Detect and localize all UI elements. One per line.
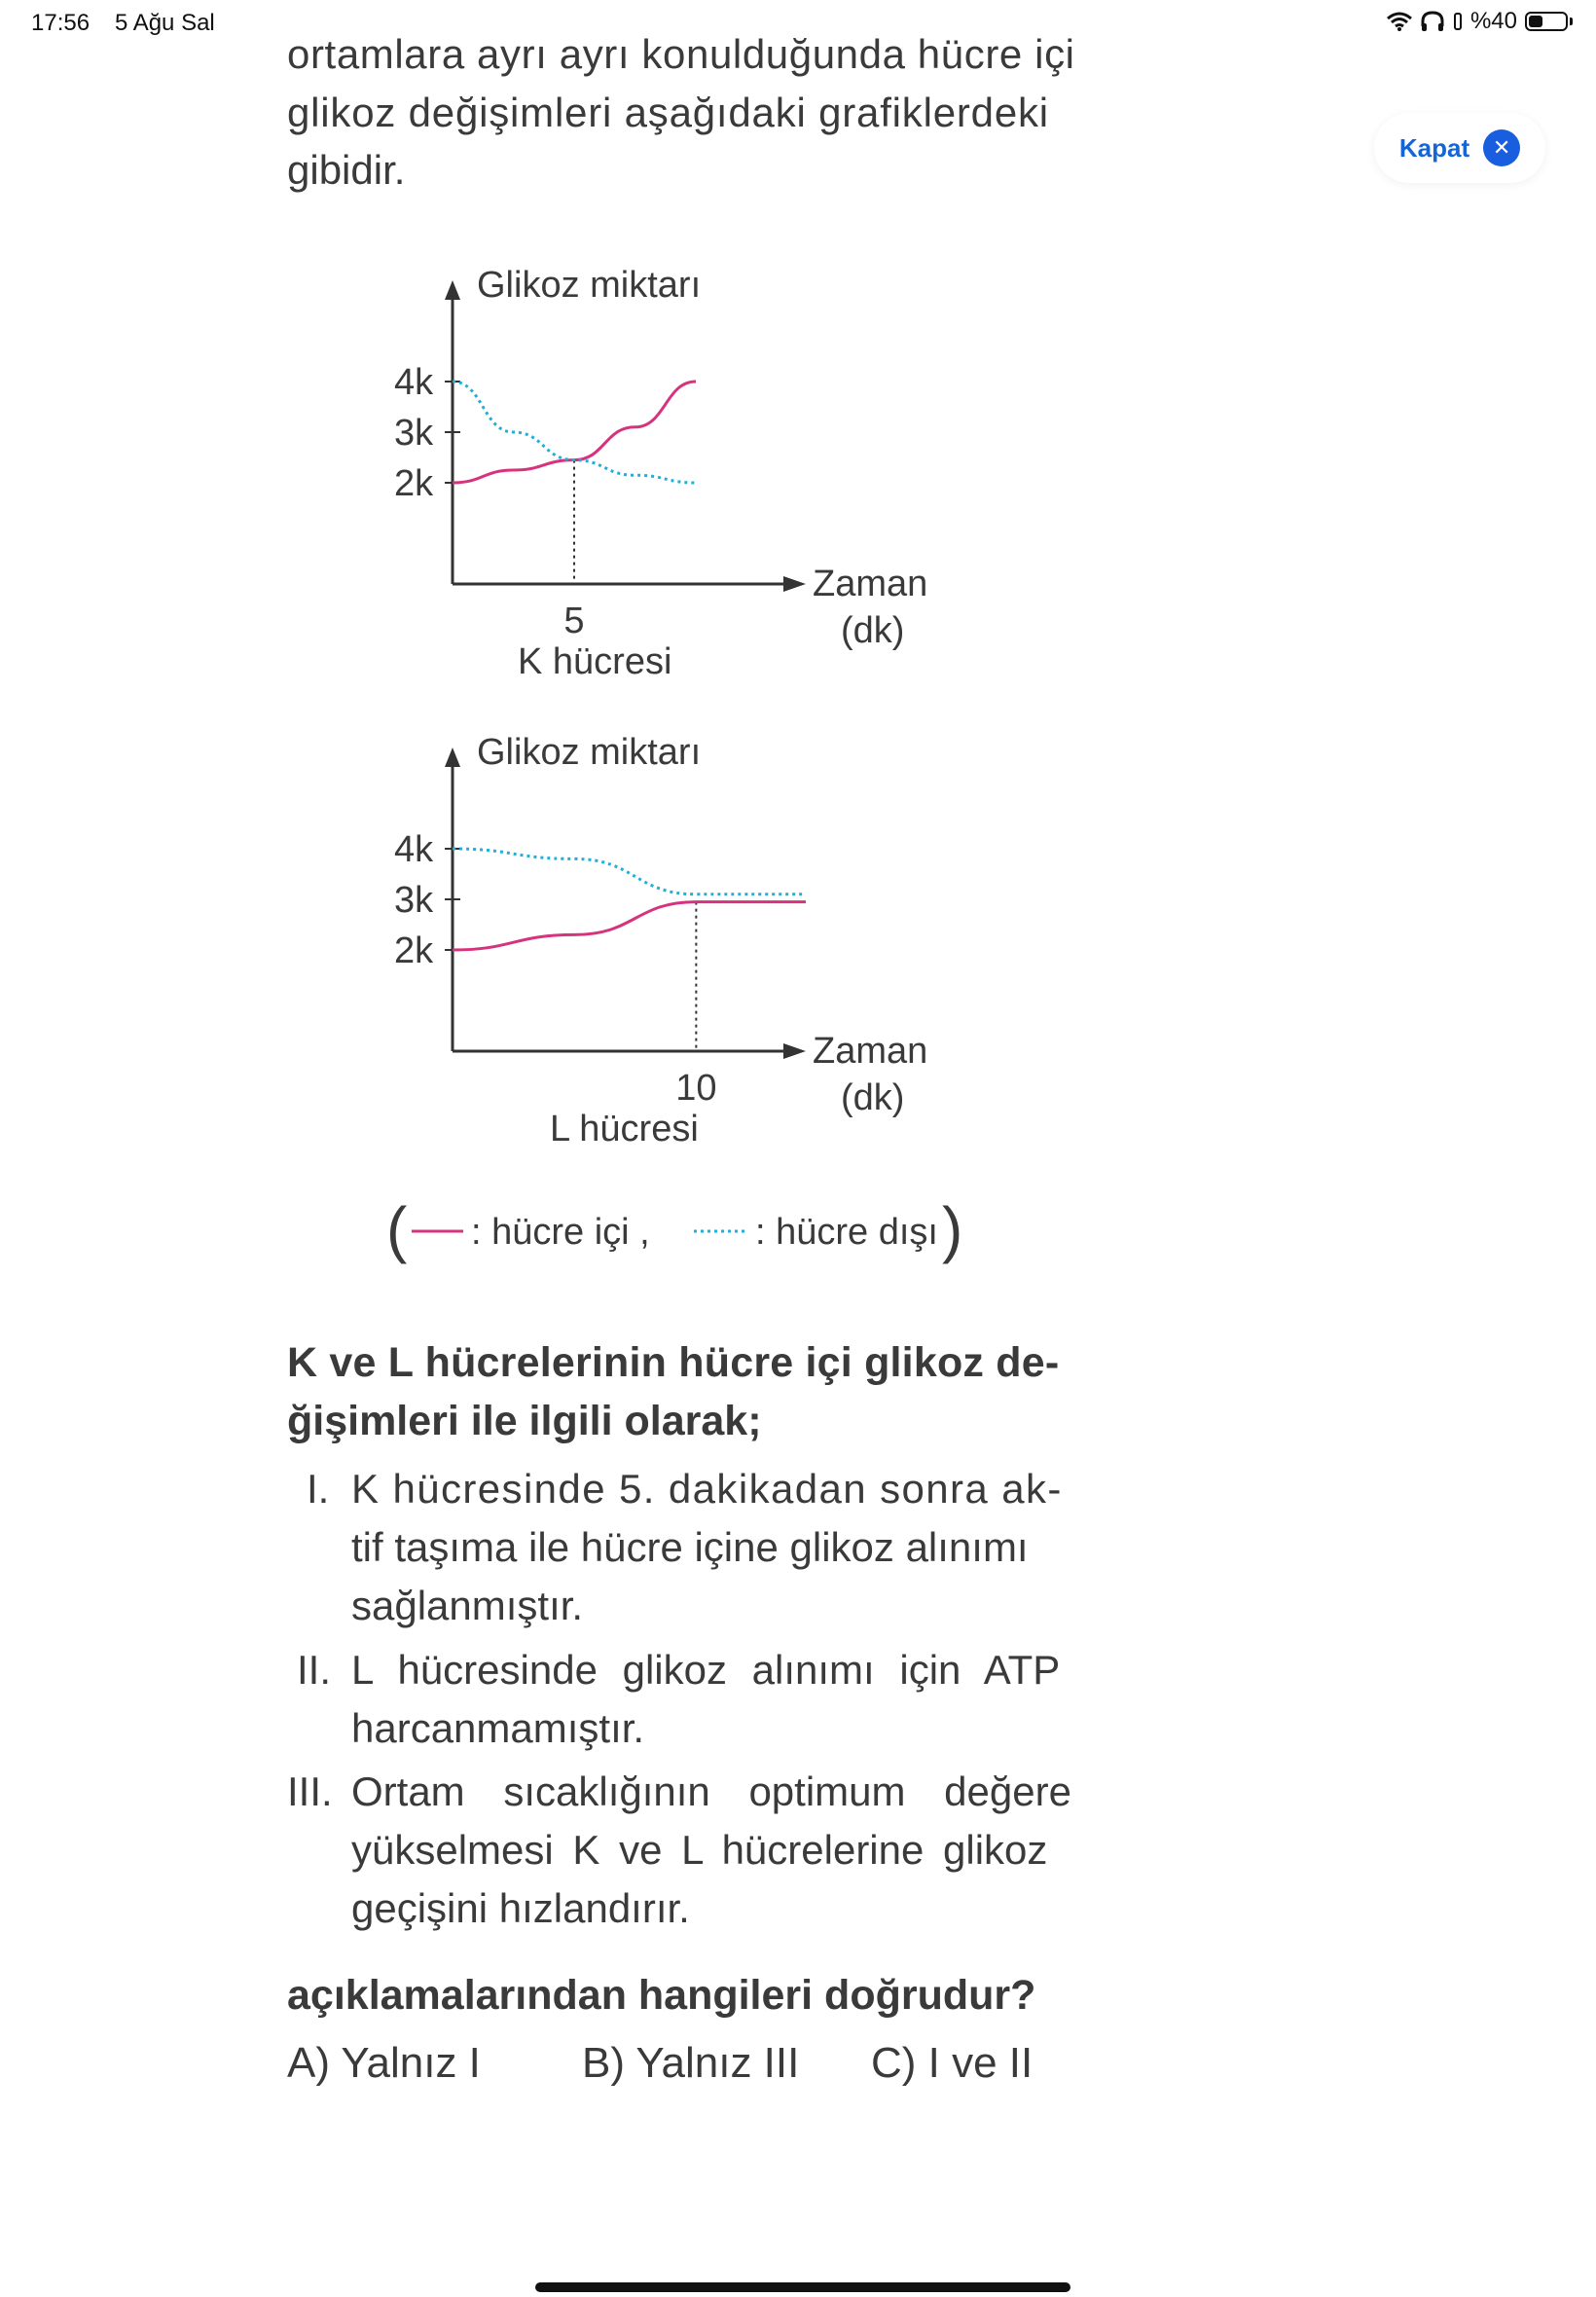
x-axis-label-unit: (dk): [841, 610, 905, 651]
statement-line: tif taşıma ile hücre içine glikoz alınımı: [351, 1524, 1029, 1570]
statement-line: harcanmamıştır.: [351, 1705, 645, 1751]
legend-open-paren: (: [386, 1194, 408, 1264]
lock-rotation-icon: [1453, 12, 1463, 31]
statement-numeral: II.: [297, 1647, 332, 1693]
legend-outside-label: : hücre dışı: [755, 1212, 938, 1253]
battery-icon: [1525, 12, 1568, 31]
question-line: K ve L hücrelerinin hücre içi glikoz de-: [287, 1339, 1060, 1386]
statement-numeral: I.: [307, 1466, 330, 1512]
statement-numeral: III.: [287, 1768, 333, 1814]
battery-fill: [1529, 16, 1542, 27]
statement-line: Ortam sıcaklığının optimum değere: [351, 1768, 1071, 1814]
close-icon[interactable]: ✕: [1483, 129, 1520, 166]
y-axis-arrow: [445, 280, 460, 300]
intro-line: glikoz değişimleri aşağıdaki grafiklerdeki: [287, 90, 1049, 135]
close-button-label: Kapat: [1398, 132, 1470, 163]
intro-line: ortamlara ayrı ayrı konulduğunda hücre içi: [287, 31, 1075, 77]
answer-option-a[interactable]: A) Yalnız I: [287, 2039, 481, 2087]
statement-line: sağlanmıştır.: [351, 1583, 584, 1628]
y-tick-label: 4k: [394, 829, 434, 870]
series-line-hucre-disi: [453, 849, 806, 894]
y-tick-label: 3k: [394, 880, 434, 921]
question-line: ğişimleri ile ilgili olarak;: [287, 1398, 762, 1444]
answer-option-c[interactable]: C) I ve II: [871, 2039, 1034, 2087]
chart-l-hucresi: [0, 720, 1596, 1421]
y-tick-label: 4k: [394, 362, 434, 403]
status-date: 5 Ağu Sal: [115, 10, 215, 36]
series-line-hucre-ici: [453, 902, 806, 950]
x-tick-label: 5: [563, 601, 585, 641]
statement-line: yükselmesi K ve L hücrelerine glikoz: [351, 1827, 1048, 1873]
y-tick-label: 2k: [394, 930, 434, 971]
y-axis-arrow: [445, 747, 460, 767]
wifi-icon: [1387, 12, 1412, 31]
battery-cap: [1570, 18, 1573, 25]
chart-title: L hücresi: [550, 1109, 699, 1149]
home-indicator[interactable]: [535, 2282, 1070, 2292]
x-axis-label: Zaman: [813, 1031, 928, 1072]
x-tick-label: 10: [675, 1068, 717, 1109]
y-axis-label: Glikoz miktarı: [477, 265, 702, 306]
x-axis-arrow: [783, 1043, 806, 1059]
question-closing: açıklamalarından hangileri doğrudur?: [287, 1972, 1036, 2019]
chart-title: K hücresi: [518, 641, 672, 682]
x-axis-label-unit: (dk): [841, 1077, 905, 1118]
statement-line: geçişini hızlandırır.: [351, 1885, 690, 1931]
statement-text: [351, 1641, 1130, 1758]
statement-line: K hücresinde 5. dakikadan sonra ak-: [351, 1466, 1063, 1512]
legend-inside-label: : hücre içi ,: [471, 1212, 650, 1253]
legend-close-paren: ): [942, 1194, 963, 1264]
y-tick-label: 3k: [394, 413, 434, 454]
x-axis-label: Zaman: [813, 564, 928, 604]
battery-percent: %40: [1469, 8, 1517, 34]
status-time: 17:56: [31, 10, 91, 36]
question-stem: [287, 1333, 1105, 1450]
y-tick-label: 2k: [394, 463, 434, 504]
close-button[interactable]: [1374, 113, 1545, 183]
headphones-icon: [1420, 11, 1445, 32]
x-axis-arrow: [783, 576, 806, 592]
statement-line: L hücresinde glikoz alınımı için ATP: [351, 1647, 1061, 1693]
y-axis-label: Glikoz miktarı: [477, 732, 702, 773]
statement-text: [351, 1460, 1130, 1635]
status-icons: [1387, 8, 1573, 35]
chart-legend: [0, 1183, 1596, 1280]
answer-option-b[interactable]: B) Yalnız III: [582, 2039, 800, 2087]
intro-line: gibidir.: [287, 147, 406, 193]
statement-text: [351, 1763, 1130, 1938]
